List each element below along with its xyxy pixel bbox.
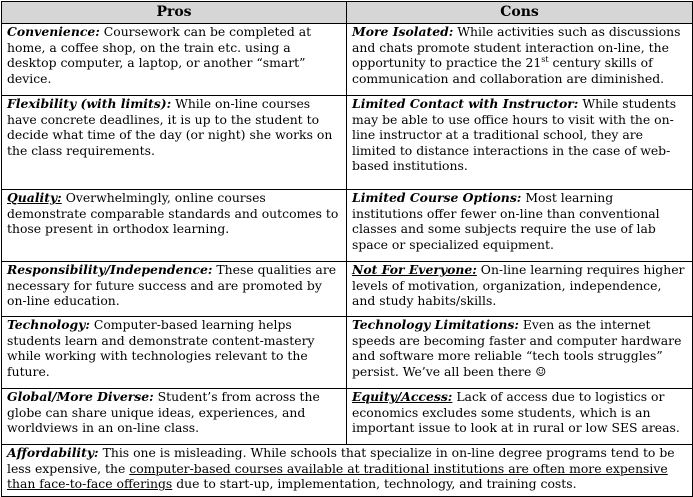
pro-text: Coursework can be completed at home, a coffee shop, on the train etc. using a desktop computer, a laptop, or another “smart” device. bbox=[7, 24, 312, 86]
table-row bbox=[2, 262, 693, 317]
con-label: More Isolated: bbox=[352, 24, 454, 39]
pro-text: Student’s from across the globe can share unique ideas, experiences, and worldviews in an on-line class. bbox=[7, 389, 320, 436]
con-text: Lack of access due to logistics or economics excludes some students, which is an important issue to look at in rural or low SES areas. bbox=[352, 389, 680, 436]
con-text: Most learning institutions offer fewer on-line than conventional classes and some subjects require the use of lab space or specialized equipment. bbox=[352, 190, 660, 252]
con-cell bbox=[347, 389, 693, 445]
pro-cell bbox=[2, 317, 347, 389]
con-text: On-line learning requires higher levels of motivation, organization, independence, and study habits/skills. bbox=[352, 262, 685, 309]
table-row bbox=[2, 190, 693, 262]
pro-cell bbox=[2, 96, 347, 190]
con-label: Limited Course Options: bbox=[352, 190, 522, 205]
pro-cell bbox=[2, 190, 347, 262]
pro-label: Flexibility (with limits): bbox=[7, 96, 172, 111]
con-cell bbox=[347, 317, 693, 389]
footer-row bbox=[2, 445, 693, 497]
con-superscript: st bbox=[541, 55, 549, 65]
pros-cons-table bbox=[1, 1, 693, 497]
con-cell bbox=[347, 96, 693, 190]
pro-text: While on-line courses have concrete deadlines, it is up to the student to decide what time of the day (or night) she works on the class requirements. bbox=[7, 96, 333, 158]
con-cell bbox=[347, 262, 693, 317]
con-text: While activities such as discussions and chats promote student interaction on-line, the opportunity to practice the 21 bbox=[352, 24, 681, 71]
pro-cell bbox=[2, 24, 347, 96]
header-row bbox=[2, 2, 693, 24]
con-text-cont: century skills of communication and collaboration are diminished. bbox=[352, 55, 665, 86]
pro-cell bbox=[2, 262, 347, 317]
footer-text: This one is misleading. While schools that specialize in on-line degree programs tend to be less expensive, the bbox=[7, 445, 675, 476]
pro-label: Technology: bbox=[7, 317, 90, 332]
pro-text: Overwhelmingly, online courses demonstrate comparable standards and outcomes to those present in orthodox learning. bbox=[7, 190, 339, 237]
con-cell bbox=[347, 24, 693, 96]
pro-text: Computer-based learning helps students learn and demonstrate content-mastery while working with technologies relevant to the future. bbox=[7, 317, 315, 379]
pros-header: Pros bbox=[2, 2, 347, 24]
pro-label: Responsibility/Independence: bbox=[7, 262, 213, 277]
pro-cell bbox=[2, 389, 347, 445]
con-label: Equity/Access: bbox=[352, 389, 453, 404]
con-label: Limited Contact with Instructor: bbox=[352, 96, 579, 111]
table-row bbox=[2, 96, 693, 190]
footer-underlined-text: computer-based courses available at traditional institutions are often more expensive than face-to-face offerings bbox=[7, 460, 668, 492]
footer-cell bbox=[2, 445, 693, 497]
con-text: While students may be able to use office hours to visit with the on-line instructor at a traditional school, they are limited to distance interactions in the case of web-based institutions. bbox=[352, 96, 677, 174]
con-cell bbox=[347, 190, 693, 262]
table-row bbox=[2, 24, 693, 96]
pro-label: Quality: bbox=[7, 190, 62, 205]
con-text: Even as the internet speeds are becoming faster and computer hardware and software more reliable “tech tools struggles” persist. We’ve all been there ☺ bbox=[352, 317, 682, 379]
pro-text: These qualities are necessary for future success and are promoted by on-line education. bbox=[7, 262, 337, 309]
con-label: Technology Limitations: bbox=[352, 317, 519, 332]
con-label: Not For Everyone: bbox=[352, 262, 477, 277]
table-row bbox=[2, 389, 693, 445]
table-row bbox=[2, 317, 693, 389]
footer-label: Affordability: bbox=[7, 445, 99, 460]
cons-header: Cons bbox=[347, 2, 693, 24]
pro-label: Global/More Diverse: bbox=[7, 389, 154, 404]
footer-text-cont: due to start-up, implementation, technology, and training costs. bbox=[172, 476, 577, 492]
pro-label: Convenience: bbox=[7, 24, 100, 39]
